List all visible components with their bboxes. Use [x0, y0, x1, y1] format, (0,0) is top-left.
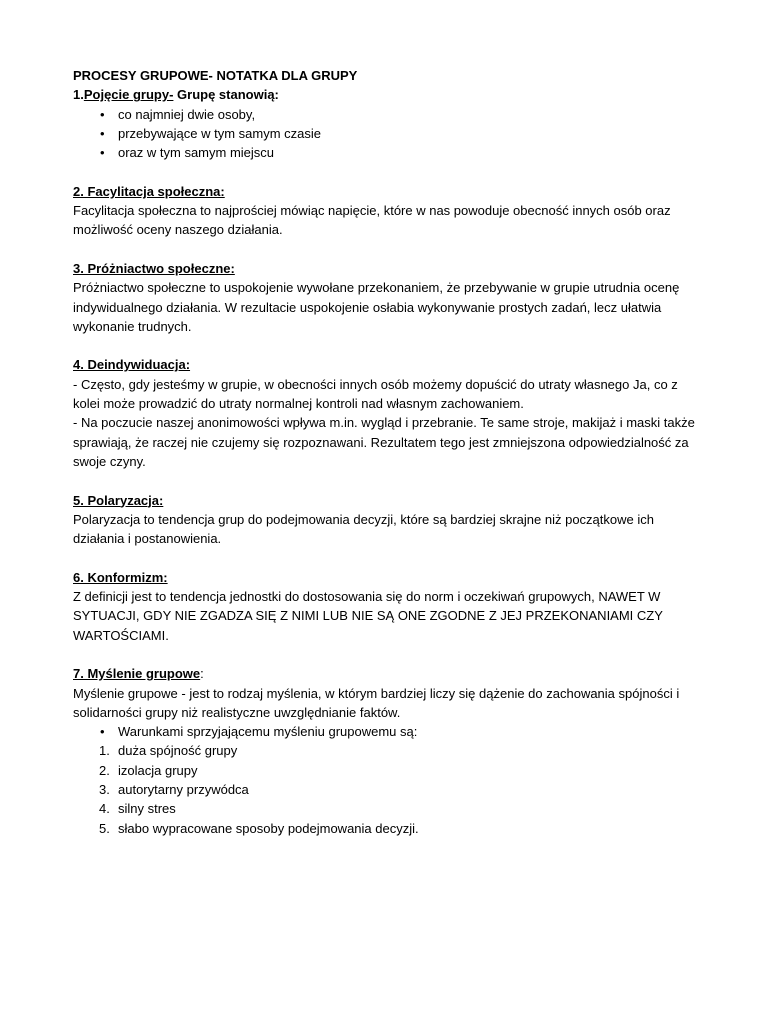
section-1-lead: Grupę stanowią: — [173, 87, 279, 103]
list-item — [73, 143, 703, 162]
paragraph-line: możliwość oceny naszego działania. — [73, 222, 283, 238]
paragraph-line: Facylitacja społeczna to najprościej mówiąc napięcie, które w nas powoduje obecność innych osób oraz — [73, 203, 671, 219]
item-text: izolacja grupy — [118, 762, 198, 778]
paragraph-spacer — [73, 471, 703, 490]
list-item — [73, 105, 703, 124]
bullet-icon: • — [100, 106, 105, 122]
item-number: 4. — [99, 801, 110, 817]
section-1-number: 1. — [73, 87, 84, 103]
paragraph-line: SYTUACJI, GDY NIE ZGADZA SIĘ Z NIMI LUB NIE SĄ ONE ZGODNE Z JEJ PRZEKONANIAMI CZY — [73, 608, 663, 624]
numbered-item — [73, 780, 703, 799]
item-text: słabo wypracowane sposoby podejmowania decyzji. — [118, 820, 419, 836]
item-number: 2. — [99, 762, 110, 778]
paragraph-line: indywidualnego działania. W rezultacie uspokojenie osłabia wykonywanie prostych zadań, lecz ułatwia — [73, 299, 662, 315]
paragraph-line: Z definicji jest to tendencja jednostki do dostosowania się do norm i oczekiwań grupowych, NAWET W — [73, 589, 661, 605]
document-title: PROCESY GRUPOWE- NOTATKA DLA GRUPY — [73, 68, 358, 83]
paragraph-line: działania i postanowienia. — [73, 531, 222, 547]
paragraph-spacer — [73, 336, 703, 355]
list-item-text: oraz w tym samym miejscu — [118, 145, 275, 161]
section-3-heading: 3. Próżniactwo społeczne: — [73, 260, 235, 276]
section-7-title: 7. Myślenie grupowe — [73, 666, 201, 682]
section-4-heading: 4. Deindywiduacja: — [73, 357, 191, 373]
item-text: autorytarny przywódca — [118, 781, 249, 797]
document-page — [73, 66, 703, 838]
paragraph-line: - Często, gdy jesteśmy w grupie, w obecności innych osób możemy dopuścić do utraty własnego Ja, co z — [73, 376, 678, 392]
paragraph-line: solidarności grupy niż realistyczne uwzględnianie faktów. — [73, 704, 401, 720]
section-5-heading: 5. Polaryzacja: — [73, 492, 164, 508]
list-item — [73, 124, 703, 143]
section-7-heading — [73, 664, 703, 683]
paragraph-spacer — [73, 548, 703, 567]
section-7-colon: : — [200, 666, 204, 682]
paragraph-line: - Na poczucie naszej anonimowości wpływa m.in. wygląd i przebranie. Te same stroje, makijaż i maski także — [73, 415, 695, 431]
paragraph-spacer — [73, 240, 703, 259]
numbered-item — [73, 741, 703, 760]
bullet-icon: • — [100, 145, 105, 161]
item-text: duża spójność grupy — [118, 743, 238, 759]
section-6-heading: 6. Konformizm: — [73, 569, 168, 585]
paragraph-line: Polaryzacja to tendencja grup do podejmowania decyzji, które są bardziej skrajne niż początkowe ich — [73, 511, 654, 527]
section-1-heading — [73, 85, 703, 104]
numbered-item — [73, 819, 703, 838]
bullet-icon: • — [100, 125, 105, 141]
section-2-heading: 2. Facylitacja społeczna: — [73, 183, 225, 199]
paragraph-line: sprawiają, że raczej nie czujemy się rozpoznawani. Rezultatem tego jest zmniejszona odpowiedzialność za — [73, 434, 689, 450]
paragraph-spacer — [73, 645, 703, 664]
paragraph-line: kolei może prowadzić do utraty normalnej kontroli nad własnym zachowaniem. — [73, 396, 524, 412]
bullet-icon: • — [100, 724, 105, 740]
item-text: silny stres — [118, 801, 176, 817]
paragraph-line: Próżniactwo społeczne to uspokojenie wywołane przekonaniem, że przebywanie w grupie utrudnia ocenę — [73, 280, 680, 296]
paragraph-line: Myślenie grupowe - jest to rodzaj myślenia, w którym bardziej liczy się dążenie do zachowania spójności i — [73, 685, 680, 701]
paragraph-line: swoje czyny. — [73, 453, 146, 469]
item-number: 5. — [99, 820, 110, 836]
item-number: 3. — [99, 781, 110, 797]
list-item-text: przebywające w tym samym czasie — [118, 125, 321, 141]
paragraph-line: wykonanie trudnych. — [73, 318, 192, 334]
numbered-item — [73, 799, 703, 818]
section-1-title: Pojęcie grupy- — [83, 87, 174, 103]
paragraph-spacer — [73, 162, 703, 181]
list-item-text: co najmniej dwie osoby, — [118, 106, 256, 122]
list-item-text: Warunkami sprzyjającemu myśleniu grupowemu są: — [118, 724, 418, 740]
list-item — [73, 722, 703, 741]
paragraph-line: WARTOŚCIAMI. — [73, 627, 169, 643]
item-number: 1. — [99, 743, 110, 759]
numbered-item — [73, 761, 703, 780]
